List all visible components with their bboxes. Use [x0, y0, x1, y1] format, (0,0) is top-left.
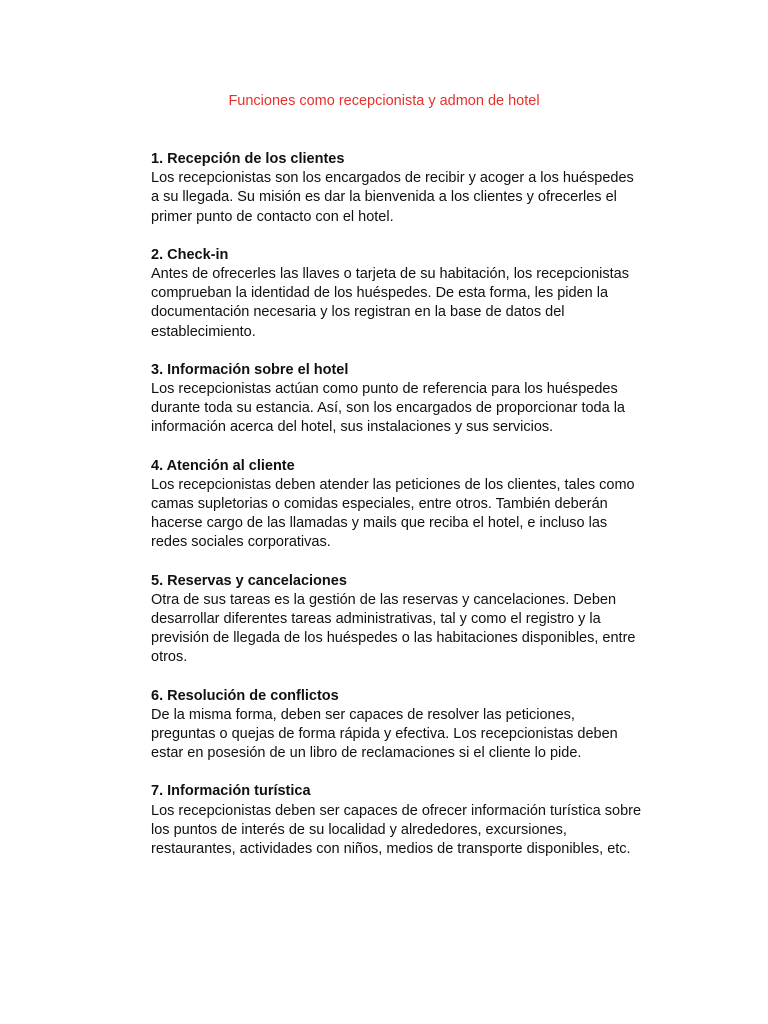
section-conflict-resolution: [151, 687, 671, 764]
section-text-line: documentación necesaria y los registran en la base de datos del: [151, 304, 565, 321]
section-hotel-information: [151, 361, 671, 438]
section-text-line: De la misma forma, deben ser capaces de resolver las peticiones,: [151, 706, 575, 723]
section-text-line: redes sociales corporativas.: [151, 534, 331, 551]
section-text-line: a su llegada. Su misión es dar la bienvenida a los clientes y ofrecerles el: [151, 189, 617, 206]
section-text-line: primer punto de contacto con el hotel.: [151, 208, 394, 225]
section-text-line: preguntas o quejas de forma rápida y efectiva. Los recepcionistas deben: [151, 726, 618, 743]
section-heading: 5. Reservas y cancelaciones: [151, 572, 347, 589]
section-text-line: Los recepcionistas actúan como punto de referencia para los huéspedes: [151, 381, 618, 398]
section-text-line: estar en posesión de un libro de reclamaciones si el cliente lo pide.: [151, 745, 582, 762]
section-text-line: Otra de sus tareas es la gestión de las reservas y cancelaciones. Deben: [151, 591, 617, 608]
section-reception: [151, 150, 671, 227]
section-text-line: Los recepcionistas son los encargados de recibir y acoger a los huéspedes: [151, 170, 634, 187]
section-heading: 1. Recepción de los clientes: [151, 151, 345, 167]
section-text-line: camas supletorias o comidas especiales, entre otros. También deberán: [151, 496, 608, 513]
section-text-line: Antes de ofrecerles las llaves o tarjeta de su habitación, los recepcionistas: [151, 266, 629, 283]
section-text-line: otros.: [151, 649, 188, 666]
document-body: [151, 150, 671, 878]
section-heading: 2. Check-in: [151, 246, 229, 263]
section-text-line: comprueban la identidad de los huéspedes. De esta forma, les piden la: [151, 285, 609, 302]
document-title: Funciones como recepcionista y admon de hotel: [228, 93, 540, 109]
section-text-line: Los recepcionistas deben ser capaces de ofrecer información turística sobre: [151, 802, 642, 819]
section-reservations: [151, 572, 671, 668]
section-text-line: durante toda su estancia. Así, son los encargados de proporcionar toda la: [151, 400, 625, 417]
section-text-line: los puntos de interés de su localidad y alrededores, excursiones,: [151, 821, 567, 838]
section-text-line: establecimiento.: [151, 323, 256, 340]
section-text-line: hacerse cargo de las llamadas y mails que reciba el hotel, e incluso las: [151, 515, 608, 532]
section-heading: 7. Información turística: [151, 783, 311, 800]
section-check-in: [151, 246, 671, 342]
section-text-line: información acerca del hotel, sus instalaciones y sus servicios.: [151, 419, 554, 436]
section-tourist-information: [151, 782, 671, 859]
section-heading: 3. Información sobre el hotel: [151, 361, 349, 378]
section-heading: 4. Atención al cliente: [151, 457, 295, 474]
section-text-line: previsión de llegada de los huéspedes o las habitaciones disponibles, entre: [151, 630, 636, 647]
section-text-line: restaurantes, actividades con niños, medios de transporte disponibles, etc.: [151, 841, 631, 858]
section-heading: 6. Resolución de conflictos: [151, 687, 339, 704]
section-text-line: Los recepcionistas deben atender las peticiones de los clientes, tales como: [151, 476, 635, 493]
section-text-line: desarrollar diferentes tareas administrativas, tal y como el registro y la: [151, 611, 601, 628]
section-customer-service: [151, 457, 671, 553]
